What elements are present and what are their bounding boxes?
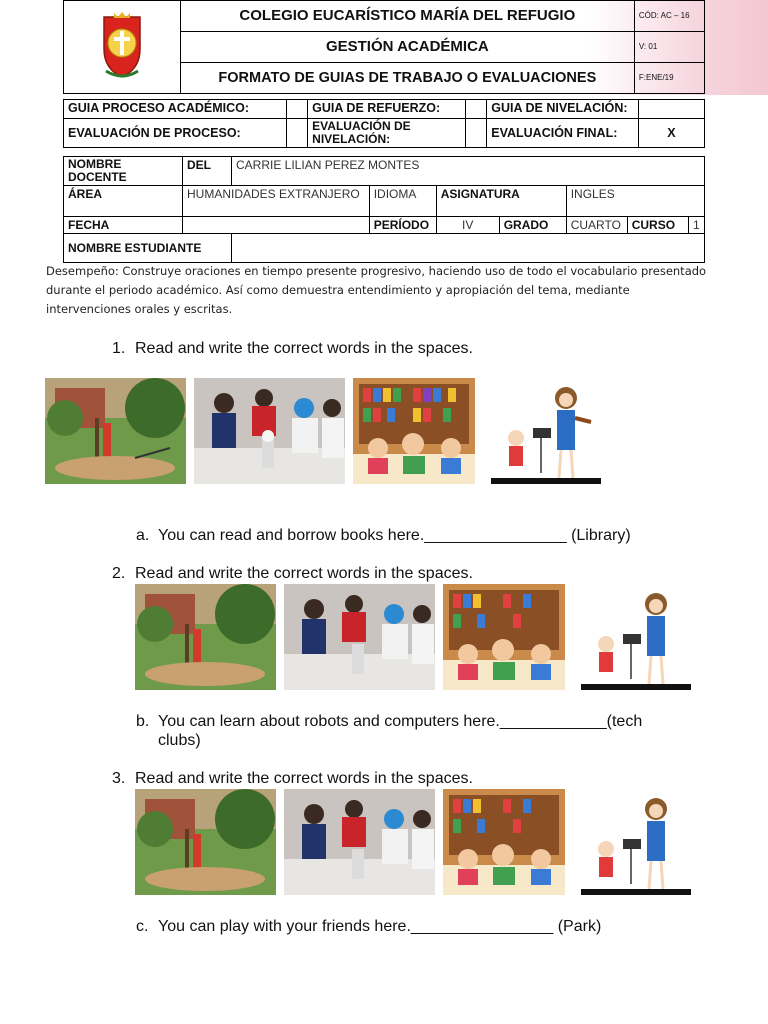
guia-nivelacion-label: GUIA DE NIVELACIÓN: <box>487 100 639 119</box>
periodo-label: PERÍODO <box>369 217 436 234</box>
grado-value: CUARTO <box>566 217 627 234</box>
version-label: V: 01 <box>634 32 704 63</box>
fecha-label: FECHA <box>64 217 183 234</box>
item-a-text: You can read and borrow books here.________________ (Library) <box>158 527 631 544</box>
curso-value: 1 <box>688 217 704 234</box>
park-image <box>45 378 186 484</box>
eval-final-mark[interactable]: X <box>638 119 704 148</box>
periodo-value: IV <box>436 217 499 234</box>
estudiante-label: NOMBRE ESTUDIANTE <box>64 234 232 263</box>
question-3-prompt: Read and write the correct words in the spaces. <box>135 770 473 787</box>
del-label: DEL <box>183 157 232 186</box>
info-table <box>63 156 705 263</box>
code-label: CÓD: AC – 16 <box>634 1 704 32</box>
item-a-letter: a. <box>136 527 150 544</box>
evaluation-type-table <box>63 99 705 148</box>
school-crest-icon <box>92 9 152 81</box>
guia-refuerzo-label: GUIA DE REFUERZO: <box>308 100 466 119</box>
school-logo-cell <box>64 1 181 94</box>
library-image <box>443 584 565 690</box>
docente-name: CARRIE LILIAN PEREZ MONTES <box>232 157 705 186</box>
date-code-label: F:ENE/19 <box>634 63 704 94</box>
item-b-letter: b. <box>136 713 150 730</box>
music-class-image <box>581 584 691 690</box>
item-c-letter: c. <box>136 918 149 935</box>
question-3-number: 3. <box>112 770 126 787</box>
question-1-prompt: Read and write the correct words in the spaces. <box>135 340 473 357</box>
eval-proceso-label: EVALUACIÓN DE PROCESO: <box>64 119 287 148</box>
area-label: ÁREA <box>64 186 183 217</box>
grado-label: GRADO <box>499 217 566 234</box>
idioma-value: IDIOMA <box>369 186 436 217</box>
header-table <box>63 0 705 94</box>
robotics-club-image <box>284 789 435 895</box>
eval-proceso-mark[interactable] <box>286 119 307 148</box>
question-1-number: 1. <box>112 340 126 357</box>
music-class-image <box>581 789 691 895</box>
nombre-docente-label: NOMBRE DOCENTE <box>64 157 183 186</box>
eval-final-label: EVALUACIÓN FINAL: <box>487 119 639 148</box>
item-c-text: You can play with your friends here.________________ (Park) <box>158 918 602 935</box>
park-image <box>135 584 276 690</box>
asignatura-value: INGLES <box>566 186 704 217</box>
area-value: HUMANIDADES EXTRANJERO <box>183 186 370 217</box>
guia-proceso-mark[interactable] <box>286 100 307 119</box>
robotics-club-image <box>194 378 345 484</box>
eval-nivelacion-label: EVALUACIÓN DE NIVELACIÓN: <box>308 119 466 148</box>
estudiante-field[interactable] <box>232 234 705 263</box>
department-name: GESTIÓN ACADÉMICA <box>180 32 634 63</box>
question-2-prompt: Read and write the correct words in the spaces. <box>135 565 473 582</box>
park-image <box>135 789 276 895</box>
item-b-text-cont: clubs) <box>158 732 201 749</box>
fecha-value[interactable] <box>183 217 370 234</box>
item-b-text: You can learn about robots and computers here.____________(tech <box>158 713 643 730</box>
guia-nivelacion-mark[interactable] <box>638 100 704 119</box>
guia-proceso-label: GUIA PROCESO ACADÉMICO: <box>64 100 287 119</box>
music-class-image <box>491 378 601 484</box>
form-title: FORMATO DE GUIAS DE TRABAJO O EVALUACIONES <box>180 63 634 94</box>
library-image <box>443 789 565 895</box>
desempeno-paragraph: Desempeño: Construye oraciones en tiempo presente progresivo, haciendo uso de todo el vocabulario presentado durante el periodo académico. Así como demuestra entendimiento y apropiación del tema, mediante intervenciones orales y escritas. <box>46 264 707 316</box>
guia-refuerzo-mark[interactable] <box>465 100 486 119</box>
school-name: COLEGIO EUCARÍSTICO MARÍA DEL REFUGIO <box>180 1 634 32</box>
question-2-number: 2. <box>112 565 126 582</box>
asignatura-label: ASIGNATURA <box>436 186 566 217</box>
eval-nivelacion-mark[interactable] <box>465 119 486 148</box>
robotics-club-image <box>284 584 435 690</box>
library-image <box>353 378 475 484</box>
curso-label: CURSO <box>627 217 688 234</box>
